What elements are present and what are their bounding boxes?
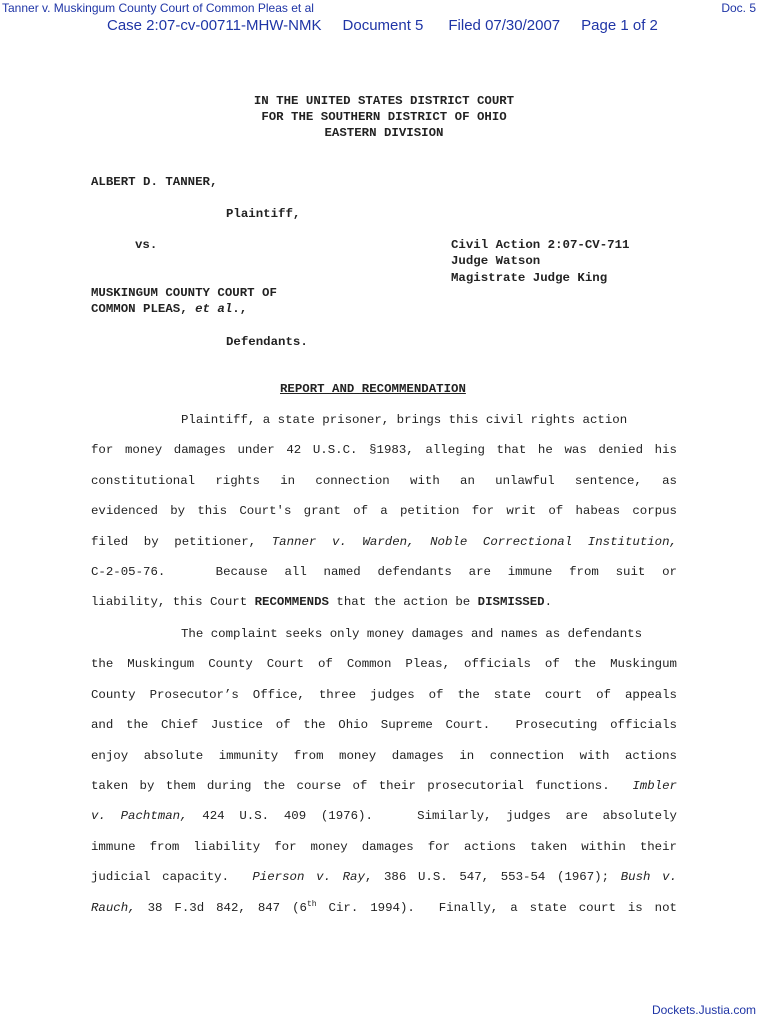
page-count: Page 1 of 2 — [581, 17, 658, 34]
paragraph-1: Plaintiff, a state prisoner, brings this civil rights action for money damages under 42 U.S.C. §1983, alleging that he was denied his constitutional rights in connection with an unlawful sentence, as evidenced by this Court's grant of a petition for writ of habeas corpus filed by petitioner, Tanner v. Warden, Noble Correctional Institution, C-2-05-76. Because all named defendants are immune from suit or liability, this Court RECOMMENDS that the action be DISMISSED. — [91, 413, 677, 610]
magistrate-judge-name: Magistrate Judge King — [451, 271, 608, 285]
defendant-name-line1: MUSKINGUM COUNTY COURT OF — [91, 286, 277, 300]
justia-source-link[interactable]: Dockets.Justia.com — [651, 1003, 756, 1017]
versus: vs. — [135, 238, 158, 252]
court-heading-line2: FOR THE SOUTHERN DISTRICT OF OHIO — [261, 110, 507, 124]
case-number: Case 2:07-cv-00711-MHW-NMK — [107, 17, 322, 34]
civil-action-number: Civil Action 2:07-CV-711 — [451, 238, 630, 252]
filed-date: Filed 07/30/2007 — [448, 17, 561, 34]
plaintiff-name: ALBERT D. TANNER, — [91, 175, 218, 189]
judge-name: Judge Watson — [451, 254, 541, 268]
report-title: REPORT AND RECOMMENDATION — [280, 382, 466, 396]
document-label: Document 5 — [342, 17, 424, 34]
ecf-header — [107, 17, 658, 34]
defendant-name-line2: COMMON PLEAS, et al., — [91, 302, 248, 316]
doc-number-link[interactable]: Doc. 5 — [721, 1, 756, 15]
paragraph-2: The complaint seeks only money damages and names as defendants the Muskingum County Court of Common Pleas, officials of the Muskingum County Prosecutor’s Office, three judges of the state court of appeals and the Chief Justice of the Ohio Supreme Court. Prosecuting officials enjoy absolute immunity from money damages in connection with actions taken by them during the course of their prosecutorial functions. Imbler v. Pachtman, 424 U.S. 409 (1976). Similarly, judges are absolutely immune from liability for money damages for actions taken within their judicial capacity. Pierson v. Ray, 386 U.S. 547, 553-54 (1967); Bush v. Rauch, 38 F.3d 842, 847 (6th Cir. 1994). Finally, a state court is not — [91, 627, 677, 915]
document-title-link[interactable]: Tanner v. Muskingum County Court of Common Pleas et al — [2, 1, 314, 15]
plaintiff-role: Plaintiff, — [226, 207, 301, 221]
court-heading-line3: EASTERN DIVISION — [324, 126, 444, 140]
court-heading-line1: IN THE UNITED STATES DISTRICT COURT — [253, 94, 515, 108]
defendant-role: Defendants. — [226, 335, 308, 349]
